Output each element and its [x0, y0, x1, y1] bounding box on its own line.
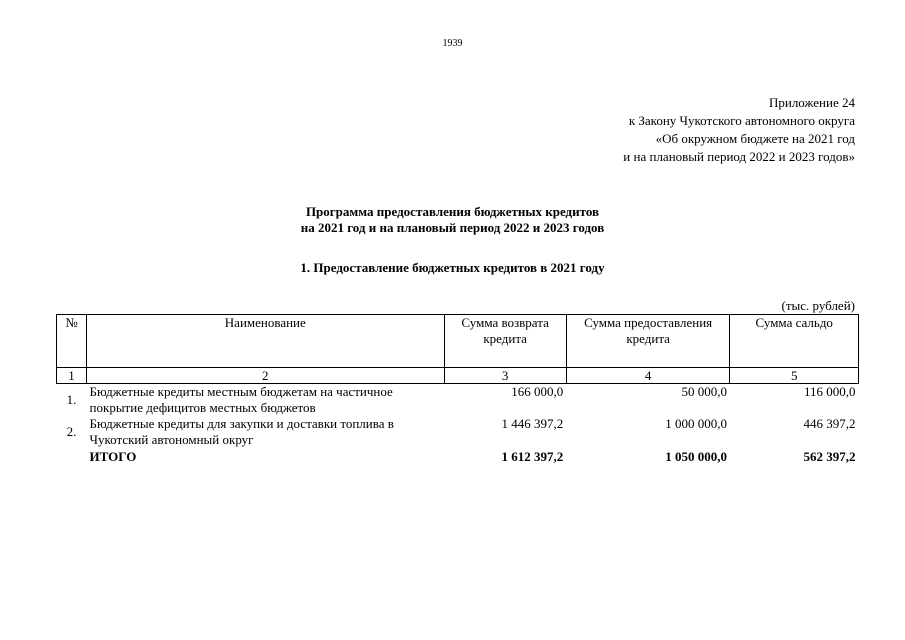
- total-return: 1 612 397,2: [501, 449, 564, 464]
- table-row: [57, 416, 859, 448]
- appendix-header: [623, 94, 855, 166]
- row-balance: 116 000,0: [803, 384, 856, 399]
- units-label: (тыс. рублей): [781, 298, 855, 313]
- column-number: 1: [57, 368, 87, 384]
- header-num: №: [57, 315, 87, 368]
- row-return: 1 446 397,2: [501, 416, 564, 431]
- row-provision: 1 000 000,0: [665, 416, 727, 431]
- column-number: 4: [566, 368, 730, 384]
- column-number: 3: [444, 368, 566, 384]
- title-line: Программа предоставления бюджетных кредитов: [305, 204, 600, 219]
- row-name: Бюджетные кредиты местным бюджетам на частичное покрытие дефицитов местных бюджетов: [89, 384, 393, 415]
- document-title: [0, 204, 905, 236]
- title-line: на 2021 год и на плановый период 2022 и 2023 годов: [300, 220, 605, 235]
- total-label: ИТОГО: [89, 449, 137, 464]
- column-number: 5: [730, 368, 859, 384]
- total-num: [57, 448, 87, 465]
- table-row: [57, 384, 859, 417]
- row-num: 2.: [66, 424, 77, 439]
- header-return: Сумма возврата кредита: [444, 315, 566, 368]
- total-row: [57, 448, 859, 465]
- row-balance: 446 397,2: [803, 416, 856, 431]
- header-balance: Сумма сальдо: [730, 315, 859, 368]
- appendix-line: Приложение 24: [768, 95, 855, 110]
- credits-table: [56, 314, 859, 465]
- row-name: Бюджетные кредиты для закупки и доставки топлива в Чукотский автономный округ: [89, 416, 394, 447]
- row-provision: 50 000,0: [681, 384, 727, 399]
- column-number: 2: [87, 368, 444, 384]
- row-return: 166 000,0: [511, 384, 564, 399]
- section-title: 1. Предоставление бюджетных кредитов в 2021 году: [300, 260, 605, 275]
- total-provision: 1 050 000,0: [665, 449, 727, 464]
- total-balance: 562 397,2: [803, 449, 856, 464]
- page-number: 1939: [442, 38, 463, 49]
- header-name: Наименование: [87, 315, 444, 368]
- appendix-line: «Об окружном бюджете на 2021 год: [655, 131, 855, 146]
- row-num: 1.: [66, 392, 77, 407]
- appendix-line: к Закону Чукотского автономного округа: [628, 113, 855, 128]
- appendix-line: и на плановый период 2022 и 2023 годов»: [623, 149, 855, 164]
- header-provision: Сумма предоставления кредита: [566, 315, 730, 368]
